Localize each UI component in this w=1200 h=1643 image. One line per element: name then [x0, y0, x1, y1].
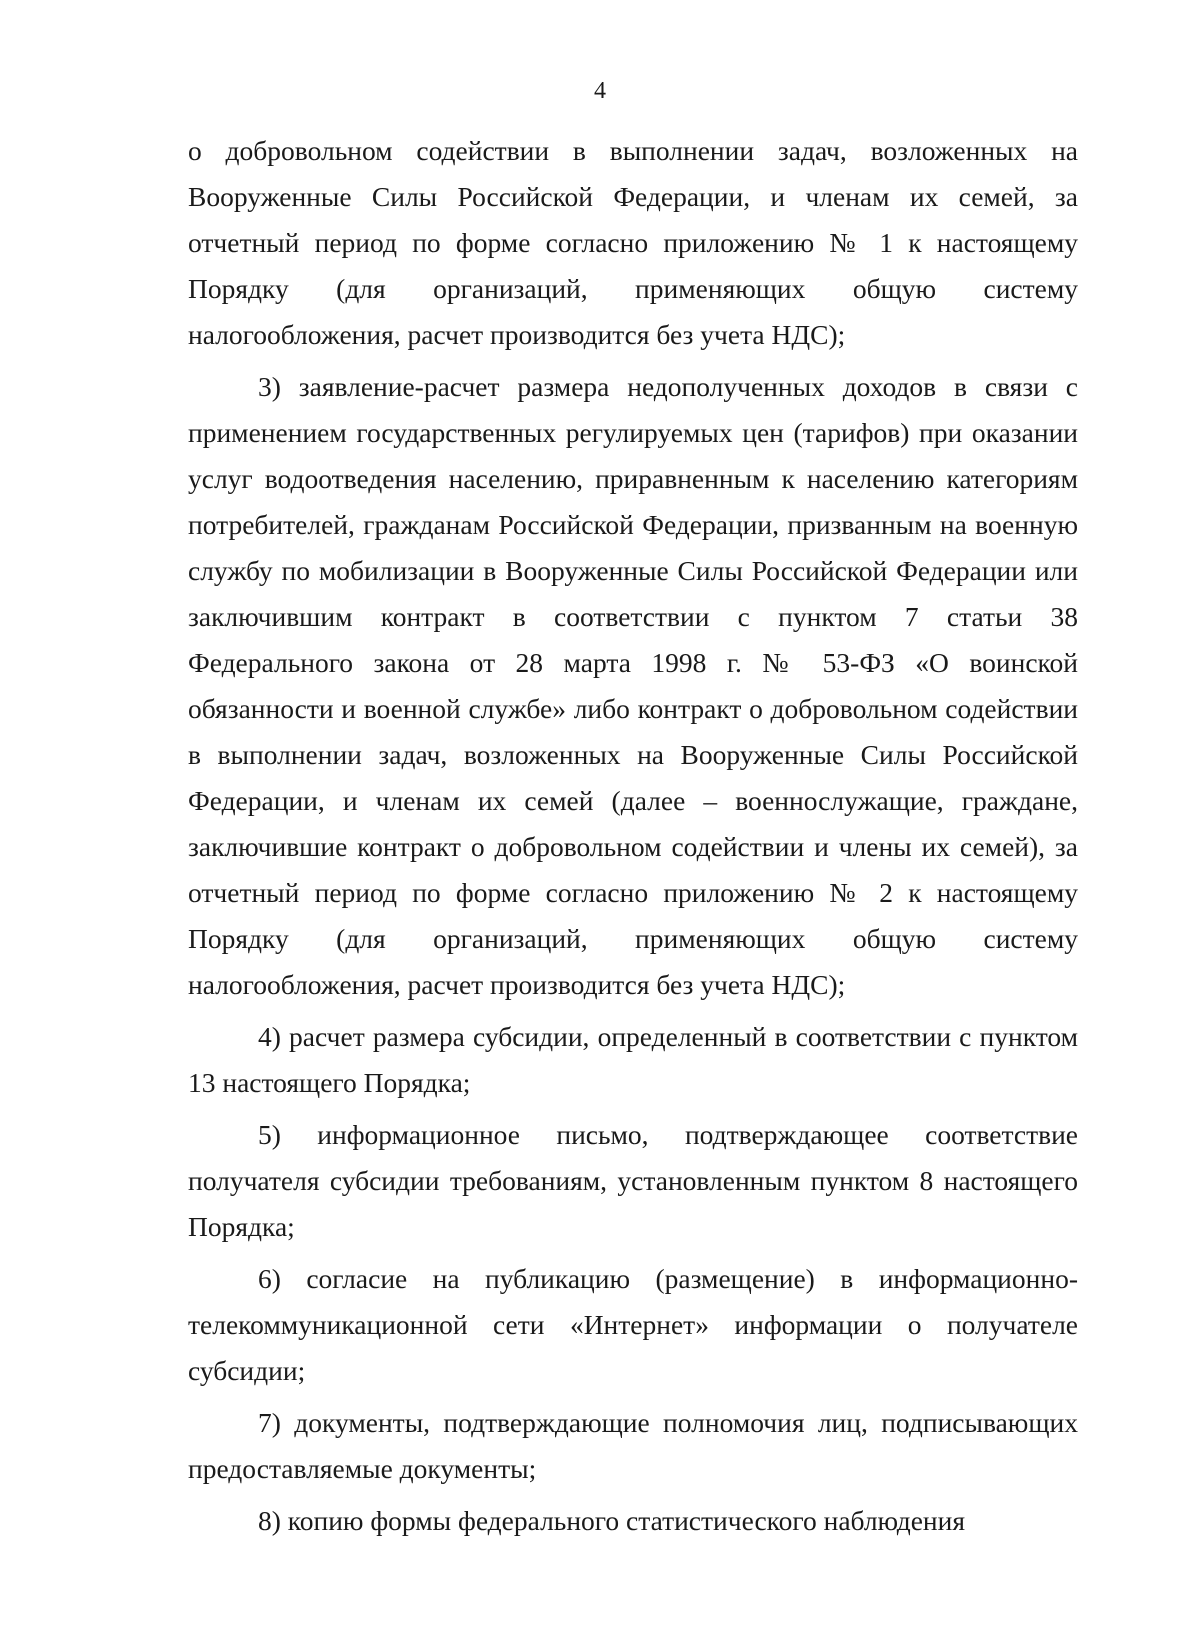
paragraph-item-4: 4) расчет размера субсидии, определенный в соответствии с пунктом 13 настоящего Порядка; [188, 1021, 1078, 1098]
paragraph-item-5: 5) информационное письмо, подтверждающее соответствие получателя субсидии требованиям, установленным пунктом 8 настоящего Порядка; [188, 1119, 1078, 1242]
paragraph-item-7: 7) документы, подтверждающие полномочия лиц, подписывающих предоставляемые документы; [188, 1407, 1078, 1484]
paragraph-continuation: о добровольном содействии в выполнении задач, возложенных на Вооруженные Силы Российской Федерации, и членам их семей, за отчетный период по форме согласно приложению № 1 к настоящему Порядку (для организаций, применяющих общую систему налогообложения, расчет производится без учета НДС); [188, 135, 1078, 350]
page-number: 4 [594, 78, 606, 104]
document-body [188, 128, 1078, 1550]
paragraph-item-8: 8) копию формы федерального статистического наблюдения [258, 1505, 965, 1536]
paragraph-item-3: 3) заявление-расчет размера недополученных доходов в связи с применением государственных регулируемых цен (тарифов) при оказании услуг водоотведения населению, приравненным к населению категориям потребителей, гражданам Российской Федерации, призванным на военную службу по мобилизации в Вооруженные Силы Российской Федерации или заключившим контракт в соответствии с пунктом 7 статьи 38 Федерального закона от 28 марта 1998 г. № 53-ФЗ «О воинской обязанности и военной службе» либо контракт о добровольном содействии в выполнении задач, возложенных на Вооруженные Силы Российской Федерации, и членам их семей (далее – военнослужащие, граждане, заключившие контракт о добровольном содействии и члены их семей), за отчетный период по форме согласно приложению № 2 к настоящему Порядку (для организаций, применяющих общую систему налогообложения, расчет производится без учета НДС); [188, 371, 1078, 1000]
paragraph-item-6: 6) согласие на публикацию (размещение) в информационно-телекоммуникационной сети «Интернет» информации о получателе субсидии; [188, 1263, 1078, 1386]
